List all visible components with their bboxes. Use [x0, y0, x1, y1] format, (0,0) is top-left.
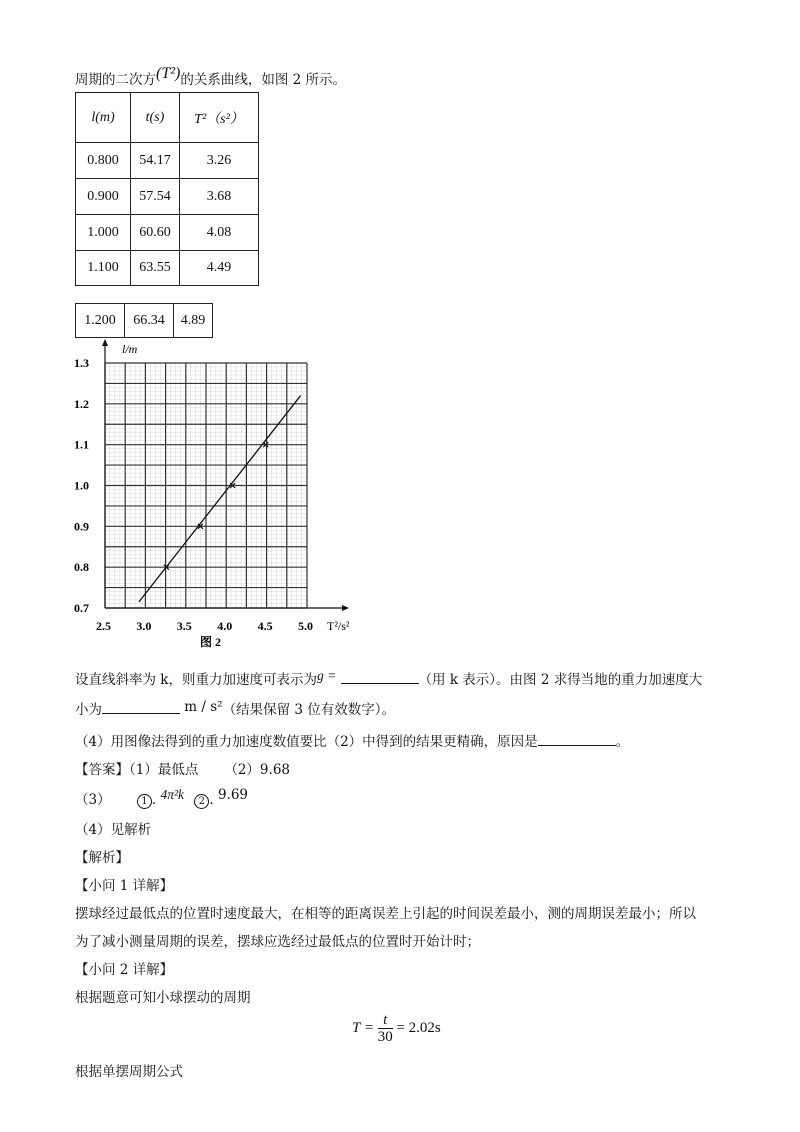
- q3-line-1: [75, 668, 702, 688]
- fraction-denominator: 30: [377, 1029, 393, 1045]
- cell: 0.800: [76, 143, 131, 179]
- answer-blank-reason[interactable]: [538, 731, 616, 746]
- analysis-paragraph-2: 根据题意可知小球摆动的周期: [75, 990, 251, 1006]
- cell: 0.900: [76, 179, 131, 215]
- chart-title: 图 2: [200, 635, 222, 649]
- cell: 4.49: [180, 251, 259, 286]
- intro-line: [75, 65, 347, 89]
- circled-number-1: 1: [137, 794, 152, 809]
- q3-text-2: （用 k 表示）。由图 2 求得当地的重力加速度大: [418, 672, 703, 688]
- q4-end: 。: [615, 734, 630, 750]
- intro-math: (T²): [156, 65, 181, 82]
- q3-text-4: （结果保留 3 位有效数字）。: [222, 702, 395, 718]
- header-time: t(s): [131, 93, 180, 143]
- cell: 1.100: [76, 251, 131, 286]
- q3-line-2: [75, 698, 395, 718]
- answer-4: （4）见解析: [75, 822, 152, 838]
- sub-question-1-heading: 【小问 1 详解】: [75, 878, 174, 894]
- table-row: [76, 251, 259, 286]
- table-header-row: [76, 93, 259, 143]
- unit: m / s²: [184, 699, 223, 715]
- y-tick-label: 1.3: [74, 356, 89, 370]
- answer-line-3: （3） 1 . 4π²k 2 . 9.69: [75, 787, 248, 808]
- y-tick-label: 1.2: [74, 396, 89, 411]
- cell: 1.200: [76, 304, 125, 338]
- cell: 1.000: [76, 215, 131, 251]
- intro-text: 周期的二次方: [75, 72, 156, 88]
- y-tick-label: 1.1: [74, 437, 89, 452]
- circled-number-2: 2: [194, 794, 209, 809]
- analysis-paragraph-3: 根据单摆周期公式: [75, 1064, 183, 1080]
- analysis-heading: 【解析】: [75, 850, 129, 866]
- data-table: [75, 92, 259, 286]
- q3-text-3: 小为: [75, 702, 102, 718]
- q4-text: （4）用图像法得到的重力加速度数值要比（2）中得到的结果更精确，原因是: [75, 734, 538, 750]
- cell: 4.89: [174, 304, 213, 338]
- x-axis-arrow-icon: [342, 605, 349, 611]
- q3-text: 设直线斜率为 k，则重力加速度可表示为: [75, 672, 317, 688]
- answer-3-value: 9.69: [217, 787, 248, 803]
- cell: 60.60: [131, 215, 180, 251]
- x-axis-label: T²/s²: [327, 619, 350, 633]
- intro-text-after: 的关系曲线，如图 2 所示。: [180, 72, 347, 88]
- x-tick-label: 3.5: [176, 619, 192, 633]
- header-length: l(m): [76, 93, 131, 143]
- answer-2: （2）9.68: [224, 762, 290, 778]
- analysis-paragraph-1a: 摆球经过最低点的位置时速度最大，在相等的距离误差上引起的时间误差最小，测的周期误差最小；所以: [75, 906, 696, 922]
- answer-3-label: （3）: [75, 792, 111, 808]
- table-row: [76, 304, 213, 338]
- header-period-squared: T²（s²）: [180, 93, 259, 143]
- x-tick-label: 4.0: [217, 619, 233, 633]
- cell: 3.68: [180, 179, 259, 215]
- answer-line-1: [75, 758, 290, 778]
- formula-lhs: T =: [352, 1019, 374, 1036]
- x-tick-label: 5.0: [298, 619, 313, 633]
- x-tick-label: 2.5: [96, 619, 111, 633]
- y-tick-label: 1.0: [74, 478, 89, 493]
- extra-row-table: [75, 303, 213, 338]
- analysis-paragraph-1b: 为了减小测量周期的误差，摆球应选经过最低点的位置时开始计时；: [75, 934, 480, 950]
- answer-line-4: [75, 818, 151, 838]
- cell: 57.54: [131, 179, 180, 215]
- y-tick-label: 0.8: [74, 560, 89, 575]
- answer-1: 【答案】（1）最低点: [75, 762, 199, 778]
- g-symbol: g =: [316, 668, 337, 683]
- x-tick-label: 4.5: [257, 619, 273, 633]
- cell: 63.55: [131, 251, 180, 286]
- fraction-numerator: t: [378, 1012, 393, 1029]
- y-tick-label: 0.7: [74, 601, 89, 615]
- cell: 4.08: [180, 215, 259, 251]
- answer-blank-value[interactable]: [102, 699, 180, 714]
- answer-3-formula: 4π²k: [160, 787, 185, 802]
- q4-line: [75, 730, 629, 750]
- table-row: [76, 143, 259, 179]
- table-row: [76, 179, 259, 215]
- formula-fraction: [378, 1012, 393, 1045]
- y-tick-label: 0.9: [74, 519, 89, 534]
- y-axis-label: l/m: [122, 342, 138, 356]
- chart-figure-2: [60, 335, 380, 655]
- cell: 3.26: [180, 143, 259, 179]
- x-tick-label: 3.0: [136, 619, 152, 633]
- formula-rhs: = 2.02s: [396, 1019, 441, 1036]
- sub-question-2-heading: 【小问 2 详解】: [75, 962, 174, 978]
- answer-blank-g[interactable]: [341, 669, 419, 684]
- table-row: [76, 215, 259, 251]
- y-axis-arrow-icon: [102, 339, 108, 346]
- cell: 66.34: [125, 304, 174, 338]
- cell: 54.17: [131, 143, 180, 179]
- period-formula: [352, 1012, 441, 1045]
